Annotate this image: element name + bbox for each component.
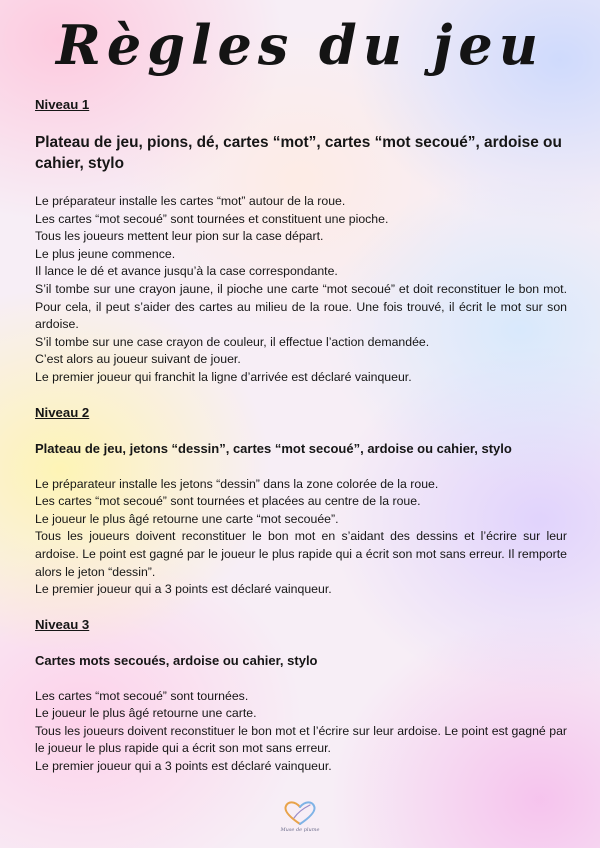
level-2-rules <box>35 476 567 599</box>
level-3-rules <box>35 688 567 776</box>
rule-line: S’il tombe sur une crayon jaune, il pioche une carte “mot secoué” et doit reconstituer le bon mot. Pour cela, il peut s’aider des cartes au milieu de la roue. Une fois trouvé, il écrit le mot sur son ardoise. <box>35 281 567 332</box>
rule-line: Le premier joueur qui a 3 points est déclaré vainqueur. <box>35 759 332 774</box>
level-1-heading: Niveau 1 <box>35 97 90 112</box>
rule-line: Tous les joueurs doivent reconstituer le bon mot en s’aidant des dessins et l’écrire sur leur ardoise. Le point est gagné par le joueur le plus rapide qui a écrit son mot sans erreur. Il remporte alors le jeton “dessin”. <box>35 529 567 579</box>
brand-logo <box>275 800 325 844</box>
level-1-materials: Plateau de jeu, pions, dé, cartes “mot”, cartes “mot secoué”, ardoise ou cahier, stylo <box>35 134 562 172</box>
logo-text: Muse de plume <box>280 827 320 833</box>
level-2-section <box>35 404 567 599</box>
heart-feather-icon <box>282 800 318 826</box>
rule-line: Le premier joueur qui a 3 points est déclaré vainqueur. <box>35 582 332 597</box>
rule-line: Il lance le dé et avance jusqu’à la case correspondante. <box>35 264 338 279</box>
rule-line: Tous les joueurs mettent leur pion sur la case départ. <box>35 229 324 244</box>
rule-line: Le joueur le plus âgé retourne une carte. <box>35 706 257 721</box>
rule-line: Le plus jeune commence. <box>35 246 176 261</box>
rule-line: C’est alors au joueur suivant de jouer. <box>35 352 241 367</box>
rule-line: Les cartes “mot secoué” sont tournées et constituent une pioche. <box>35 211 389 226</box>
rule-line: Le préparateur installe les cartes “mot” autour de la roue. <box>35 194 346 208</box>
level-2-heading: Niveau 2 <box>35 404 90 420</box>
rule-line: Le préparateur installe les jetons “dessin” dans la zone colorée de la roue. <box>35 476 439 491</box>
level-3-materials: Cartes mots secoués, ardoise ou cahier, stylo <box>35 652 318 668</box>
rule-line: Le joueur le plus âgé retourne une carte “mot secouée”. <box>35 511 339 526</box>
page-title: Règles du jeu <box>55 13 545 77</box>
level-1-rules <box>35 193 567 387</box>
level-3-heading: Niveau 3 <box>35 616 90 632</box>
level-2-materials: Plateau de jeu, jetons “dessin”, cartes “mot secoué”, ardoise ou cahier, stylo <box>35 440 512 456</box>
rule-line: Le premier joueur qui franchit la ligne d’arrivée est déclaré vainqueur. <box>35 369 412 384</box>
rules-content <box>35 96 567 793</box>
rule-line: Les cartes “mot secoué” sont tournées. <box>35 688 249 703</box>
level-3-section <box>35 616 567 776</box>
level-1-section <box>35 96 567 387</box>
rule-line: S’il tombe sur une case crayon de couleur, il effectue l’action demandée. <box>35 334 430 349</box>
rule-line: Tous les joueurs doivent reconstituer le bon mot et l’écrire sur leur ardoise. Le point est gagné par le joueur le plus rapide qui a écrit son mot sans erreur. <box>35 723 567 756</box>
rule-line: Les cartes “mot secoué” sont tournées et placées au centre de la roue. <box>35 494 421 509</box>
